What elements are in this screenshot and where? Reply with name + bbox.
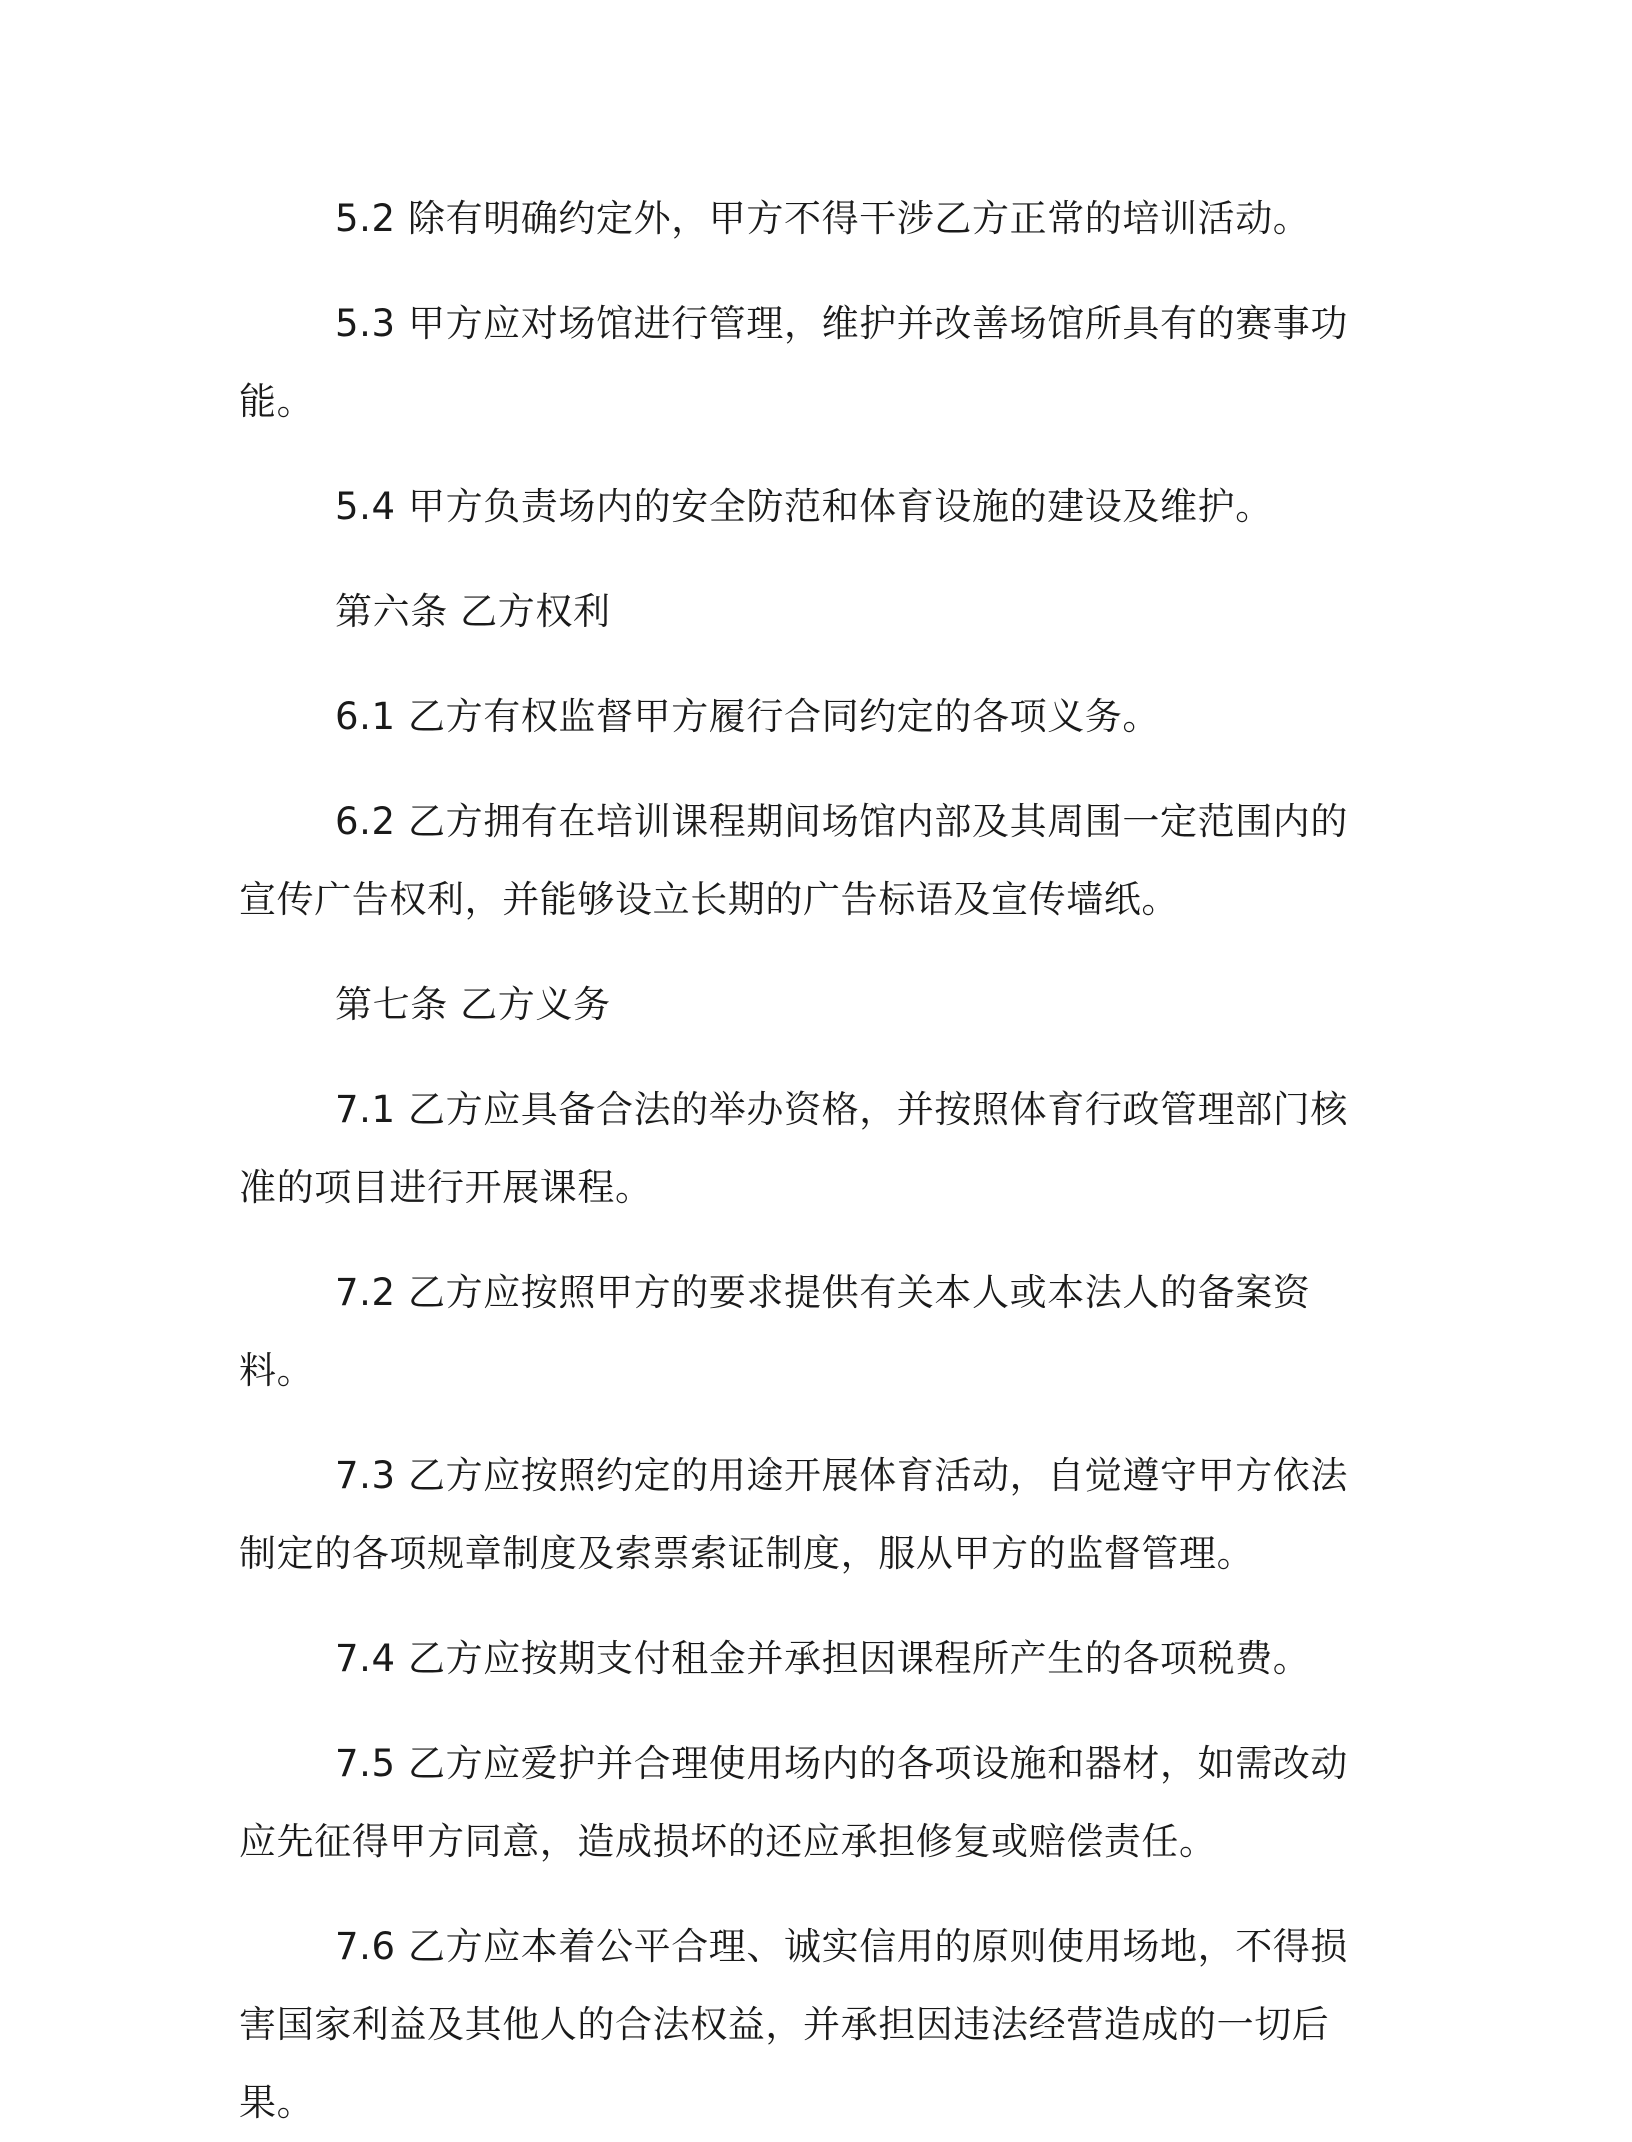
clause-6-1: 6.1 乙方有权监督甲方履行合同约定的各项义务。 xyxy=(335,695,1161,738)
clause-7-4: 7.4 乙方应按期支付租金并承担因课程所产生的各项税费。 xyxy=(335,1637,1311,1680)
clause-5-3: 5.3 甲方应对场馆进行管理，维护并改善场馆所具有的赛事功能。 xyxy=(239,302,1349,423)
clause-6-2: 6.2 乙方拥有在培训课程期间场馆内部及其周围一定范围内的宣传广告权利，并能够设立长期的广告标语及宣传墙纸。 xyxy=(239,800,1349,921)
article-7-heading: 第七条 乙方义务 xyxy=(335,983,611,1026)
clause-7-6: 7.6 乙方应本着公平合理、诚实信用的原则使用场地，不得损害国家利益及其他人的合法权益，并承担因违法经营造成的一切后果。 xyxy=(239,1925,1349,2124)
document-body xyxy=(239,180,1369,2142)
clause-7-2: 7.2 乙方应按照甲方的要求提供有关本人或本法人的备案资料。 xyxy=(239,1271,1311,1392)
clause-5-4: 5.4 甲方负责场内的安全防范和体育设施的建设及维护。 xyxy=(335,485,1273,528)
article-6-heading: 第六条 乙方权利 xyxy=(335,590,611,633)
clause-5-2: 5.2 除有明确约定外，甲方不得干涉乙方正常的培训活动。 xyxy=(335,197,1311,240)
clause-7-3: 7.3 乙方应按照约定的用途开展体育活动，自觉遵守甲方依法制定的各项规章制度及索票索证制度，服从甲方的监督管理。 xyxy=(239,1454,1349,1575)
clause-7-1: 7.1 乙方应具备合法的举办资格，并按照体育行政管理部门核准的项目进行开展课程。 xyxy=(239,1088,1349,1209)
clause-7-5: 7.5 乙方应爱护并合理使用场内的各项设施和器材，如需改动应先征得甲方同意，造成损坏的还应承担修复或赔偿责任。 xyxy=(239,1742,1349,1863)
